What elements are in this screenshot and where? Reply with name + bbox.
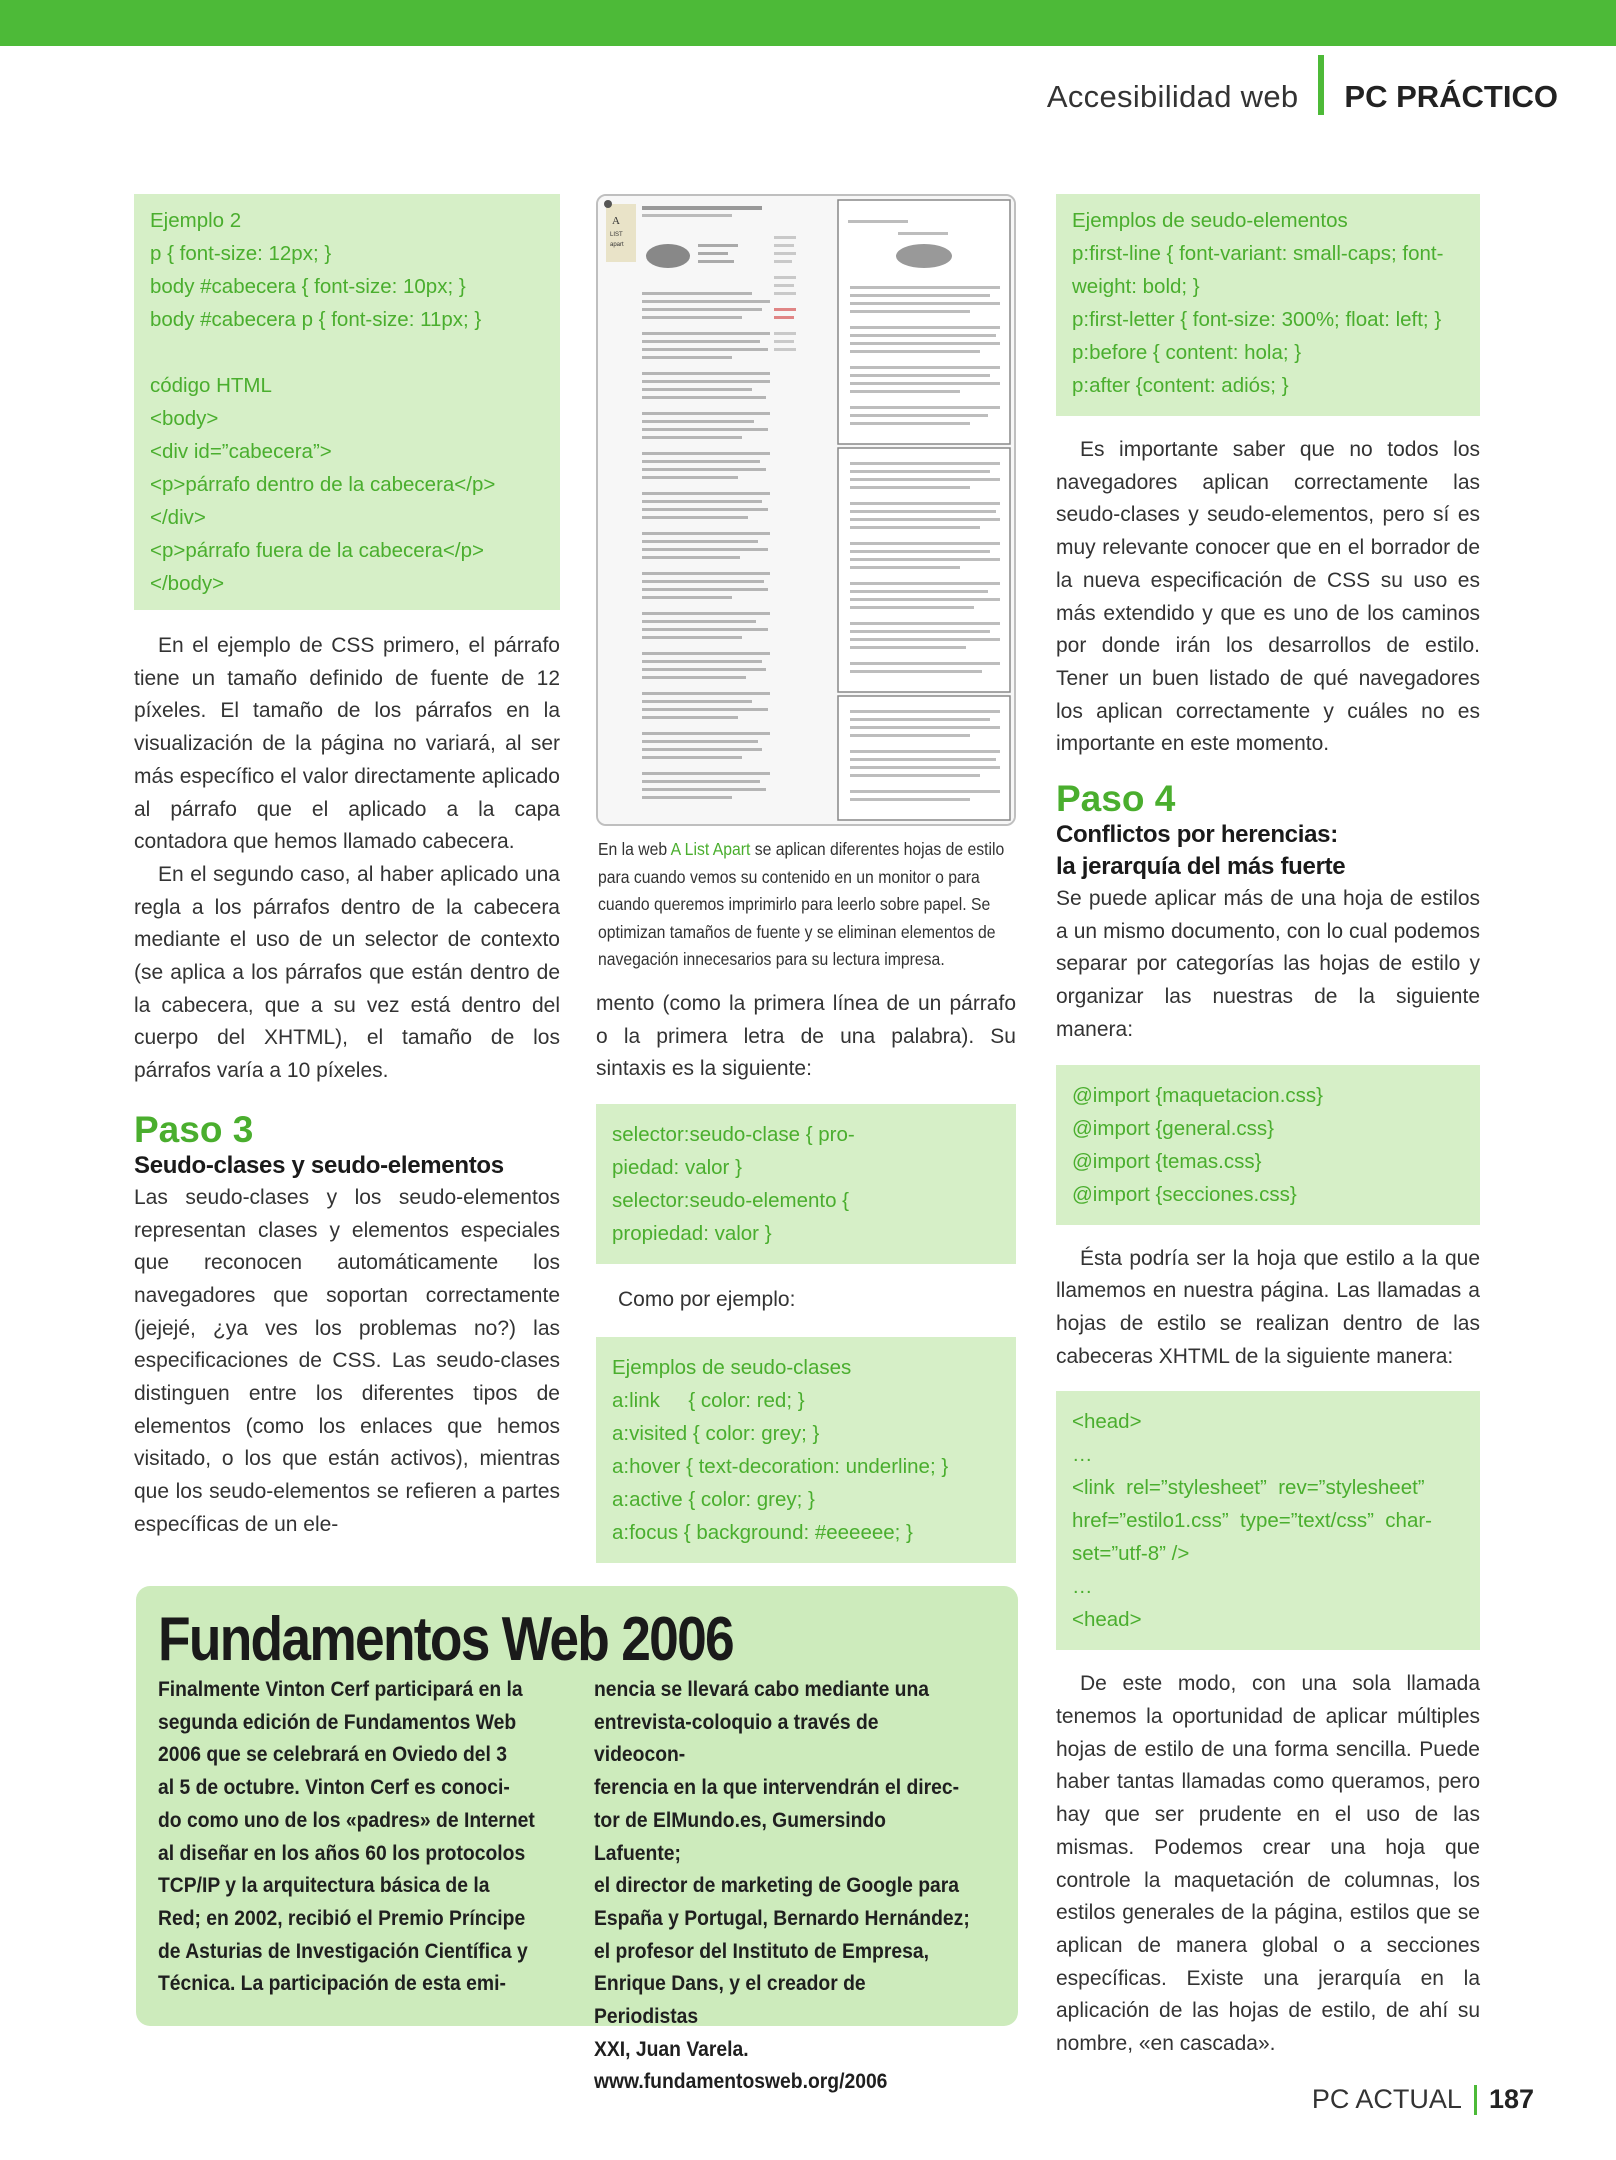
middle-column xyxy=(596,988,1016,1563)
svg-text:A: A xyxy=(612,215,620,227)
code-line: <p>párrafo dentro de la cabecera</p> xyxy=(150,473,496,496)
code-line: a:link { color: red; } xyxy=(612,1388,805,1412)
box-line: XXI, Juan Varela. xyxy=(594,2037,749,2061)
step-heading: Paso 4 xyxy=(1056,778,1176,820)
box-line: ferencia en la que intervendrán el direc- xyxy=(594,1776,960,1800)
box-line: 2006 que se celebrará en Oviedo del 3 xyxy=(158,1743,508,1767)
box-line: al 5 de octubre. Vinton Cerf es conoci- xyxy=(158,1776,510,1800)
footer-magazine: PC ACTUAL xyxy=(1311,2084,1462,2114)
image-caption xyxy=(598,836,1017,974)
box-column-2 xyxy=(594,1674,1004,2099)
website-screenshot-image xyxy=(596,194,1016,826)
box-line: de Asturias de Investigación Científica y xyxy=(158,1939,528,1963)
left-column xyxy=(134,194,560,1542)
code-line: <link rel=”stylesheet” rev=”stylesheet” xyxy=(1072,1476,1425,1500)
page-header xyxy=(1047,78,1558,116)
step-subheading: Conflictos por herencias: xyxy=(1056,821,1338,849)
svg-text:apart: apart xyxy=(610,242,624,248)
code-line: set=”utf-8” /> xyxy=(1072,1542,1190,1566)
body-paragraph: Ésta podría ser la hoja que estilo a la que llamemos en nuestra página. Las llamadas a hojas de estilo se realizan dentro de las cabeceras XHTML de la siguiente manera: xyxy=(1056,1246,1480,1368)
code-line: <head> xyxy=(1072,1410,1142,1434)
code-head-link xyxy=(1056,1391,1480,1650)
code-line: @import {general.css} xyxy=(1072,1116,1274,1140)
box-column-1 xyxy=(158,1674,568,2001)
footer-divider xyxy=(1474,2085,1477,2115)
a-list-apart-thumbnail xyxy=(598,196,1014,824)
code-line: Ejemplos de seudo-clases xyxy=(612,1355,852,1379)
box-line: Red; en 2002, recibió el Premio Príncipe xyxy=(158,1906,526,1930)
code-line: p:after {content: adiós; } xyxy=(1072,374,1289,397)
box-line: do como uno de los «padres» de Internet xyxy=(158,1808,535,1832)
code-line: href=”estilo1.css” type=”text/css” char- xyxy=(1072,1509,1433,1533)
box-line: entrevista-coloquio a través de videocon- xyxy=(594,1710,879,1767)
box-line: el director de marketing de Google para xyxy=(594,1874,960,1898)
code-line: @import {maquetacion.css} xyxy=(1072,1083,1323,1107)
page-footer xyxy=(1312,2084,1534,2115)
box-line: tor de ElMundo.es, Gumersindo Lafuente; xyxy=(594,1808,886,1865)
header-divider xyxy=(1318,55,1324,115)
caption-link[interactable]: A List Apart xyxy=(670,839,751,859)
box-line: Finalmente Vinton Cerf participará en la xyxy=(158,1678,523,1701)
code-line: p { font-size: 12px; } xyxy=(150,242,332,265)
box-line: el profesor del Instituto de Empresa, xyxy=(594,1939,929,1963)
code-line: a:active { color: grey; } xyxy=(612,1487,815,1511)
step-subheading: la jerarquía del más fuerte xyxy=(1056,853,1346,881)
code-line: piedad: valor } xyxy=(612,1156,742,1180)
code-line: </body> xyxy=(150,572,225,595)
magazine-section: PC PRÁCTICO xyxy=(1344,79,1558,114)
code-line: body #cabecera p { font-size: 11px; } xyxy=(150,308,482,331)
code-line: p:first-letter { font-size: 300%; float: left; } xyxy=(1072,308,1442,331)
box-line: al diseñar en los años 60 los protocolos xyxy=(158,1841,526,1865)
code-line: a:hover { text-decoration: underline; } xyxy=(612,1454,949,1478)
code-line: Ejemplos de seudo-elementos xyxy=(1072,209,1348,232)
right-column xyxy=(1056,194,1480,2061)
body-paragraph: Se puede aplicar más de una hoja de estilos a un mismo documento, con lo cual podemos separar por categorías las hojas de estilo y organizar las nuestras de la siguiente manera: xyxy=(1056,887,1480,1041)
body-paragraph: Las seudo-clases y los seudo-elementos representan clases y elementos especiales que reconocen automáticamente los navegadores que soportan correctamente (jejejé, ¿ya ves los problemas no?) las especificaciones de CSS. Las seudo-clases distinguen entre los diferentes tipos de elementos (como los enlaces que hemos visitado, o los que están activos), mientras que los seudo-elementos se refieren a partes específicas de un ele- xyxy=(134,1185,560,1536)
page-number: 187 xyxy=(1488,2084,1534,2114)
body-paragraph: En el ejemplo de CSS primero, el párrafo tiene un tamaño definido de fuente de 12 píxeles. El tamaño de los párrafos en la visualización de la página no variará, al ser más específico el valor directamente aplicado al párrafo que el aplicado a la capa contadora que hemos llamado cabecera. xyxy=(134,634,560,854)
body-paragraph: mento (como la primera línea de un párrafo o la primera letra de una palabra). Su sintaxis es la siguiente: xyxy=(596,992,1016,1081)
code-example-2 xyxy=(134,194,560,610)
code-line: a:focus { background: #eeeeee; } xyxy=(612,1520,913,1544)
body-paragraph: En el segundo caso, al haber aplicado una regla a los párrafos dentro de la cabecera mediante el uso de un selector de contexto (se aplica a los párrafos que están dentro de la cabecera, que a su vez está dentro del cuerpo del XHTML), el tamaño de los párrafos varía a 10 píxeles. xyxy=(134,862,560,1083)
step-subheading: Seudo-clases y seudo-elementos xyxy=(134,1151,504,1179)
top-color-bar xyxy=(0,0,1616,46)
section-title: Accesibilidad web xyxy=(1046,79,1299,114)
code-line: </div> xyxy=(150,506,206,529)
code-syntax xyxy=(596,1104,1016,1264)
code-line xyxy=(150,336,544,369)
code-line: … xyxy=(1072,1575,1093,1599)
body-paragraph: Como por ejemplo: xyxy=(618,1288,796,1312)
code-line: selector:seudo-clase { pro- xyxy=(612,1123,855,1147)
code-line: <p>párrafo fuera de la cabecera</p> xyxy=(150,539,484,562)
code-line: selector:seudo-elemento { xyxy=(612,1189,850,1213)
code-line: <div id=”cabecera”> xyxy=(150,440,332,463)
code-line: weight: bold; } xyxy=(1072,275,1200,298)
fundamentos-web-box xyxy=(136,1586,1018,2094)
code-line: <head> xyxy=(1072,1608,1142,1632)
caption-text: se aplican diferentes hojas de estilo para cuando vemos su contenido en un monitor o para cuando queremos imprimirlo para leerlo sobre papel. Se optimizan tamaños de fuente y se eliminan elementos de navegación innecesarios para su lectura impresa. xyxy=(598,839,1005,969)
code-line: @import {temas.css} xyxy=(1072,1149,1262,1173)
box-line: Enrique Dans, y el creador de Periodistas xyxy=(594,1972,866,2029)
code-pseudo-elements xyxy=(1056,194,1480,416)
box-title: Fundamentos Web 2006 xyxy=(158,1605,733,1674)
code-line: <body> xyxy=(150,407,219,430)
code-line: p:first-line { font-variant: small-caps; font- xyxy=(1072,242,1444,265)
svg-text:LIST: LIST xyxy=(610,232,623,238)
caption-text: En la web xyxy=(598,839,671,859)
body-paragraph: Es importante saber que no todos los navegadores aplican correctamente las seudo-clases y seudo-elementos, pero sí es muy relevante conocer que en el borrador de la nueva especificación de CSS su uso es más extendido y que es uno de los caminos por donde irán los desarrollos de estilo. Tener un buen listado de qué navegadores los aplican correctamente y cuáles no es importante en este momento. xyxy=(1056,438,1480,756)
code-line: código HTML xyxy=(150,374,272,397)
code-imports xyxy=(1056,1065,1480,1225)
code-line: body #cabecera { font-size: 10px; } xyxy=(150,275,466,298)
box-url-link[interactable]: www.fundamentosweb.org/2006 xyxy=(594,2070,888,2094)
code-line: propiedad: valor } xyxy=(612,1222,772,1246)
code-line: … xyxy=(1072,1443,1093,1467)
box-line: Técnica. La participación de esta emi- xyxy=(158,1972,506,1996)
code-line: a:visited { color: grey; } xyxy=(612,1421,820,1445)
box-line: nencia se llevará cabo mediante una xyxy=(594,1678,930,1701)
code-line: Ejemplo 2 xyxy=(150,209,242,232)
code-line: @import {secciones.css} xyxy=(1072,1182,1297,1206)
box-line: TCP/IP y la arquitectura básica de la xyxy=(158,1874,490,1898)
step-heading: Paso 3 xyxy=(134,1108,254,1150)
box-line: segunda edición de Fundamentos Web xyxy=(158,1710,517,1734)
body-paragraph: De este modo, con una sola llamada tenemos la oportunidad de aplicar múltiples hojas de estilo de una forma sencilla. Puede haber tantas llamadas como queramos, pero hay que ser prudente en el uso de las mismas. Podemos crear una hoja que controle la maquetación de columnas, los estilos generales de la página, estilos que se aplican de manera global o a secciones específicas. Existe una jerarquía en la aplicación de las hojas de estilo, de ahí su nombre, «en cascada». xyxy=(1056,1672,1480,2056)
code-line: p:before { content: hola; } xyxy=(1072,341,1302,364)
box-line: España y Portugal, Bernardo Hernández; xyxy=(594,1906,970,1930)
code-pseudo-classes xyxy=(596,1337,1016,1563)
